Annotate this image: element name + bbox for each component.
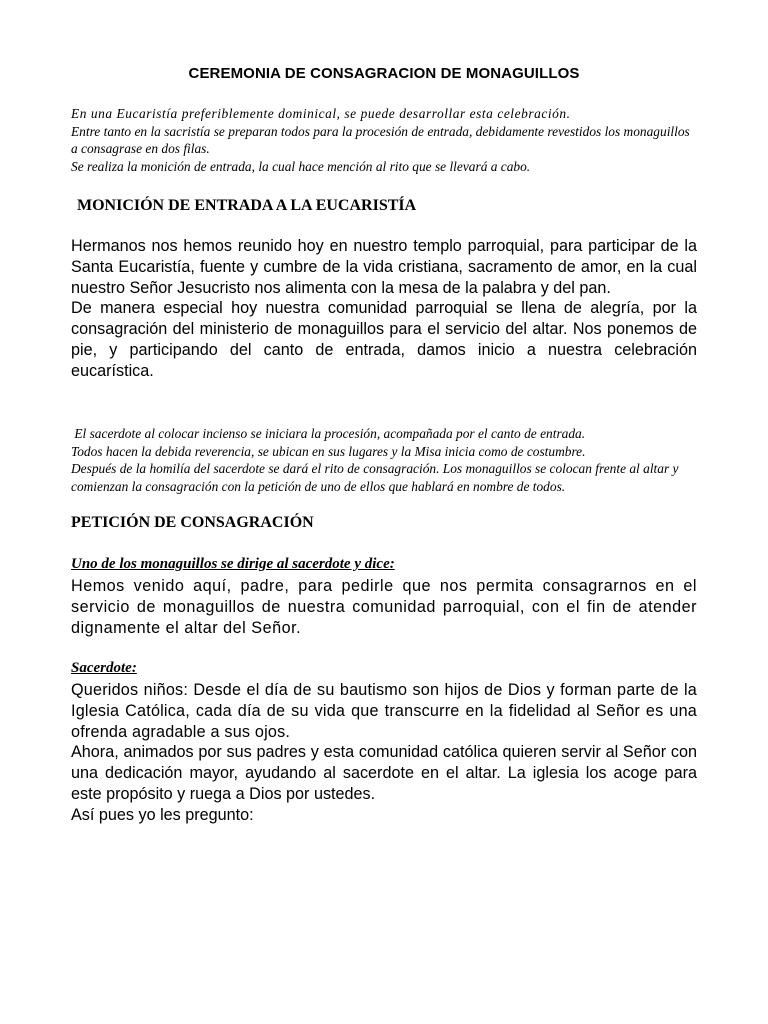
monicion-text [71,236,697,382]
sacerdote-text [71,680,697,826]
section-heading-peticion: PETICIÓN DE CONSAGRACIÓN [71,514,314,531]
rubric-line: El sacerdote al colocar incienso se iniciara la procesión, acompañada por el canto de entrada. [71,426,586,441]
rubric-line: Después de la homilía del sacerdote se dará el rito de consagración. Los monaguillos se colocan frente al altar y comienzan la consagración con la petición de uno de ellos que hablará en nombre de todos. [71,461,679,495]
sacerdote-paragraph: Queridos niños: Desde el día de su bautismo son hijos de Dios y forman parte de la Iglesia Católica, cada día de su vida que transcurre en la fidelidad al Señor es una ofrenda agradable a sus ojos. [71,681,697,741]
monaguillo-text [71,576,697,638]
monaguillo-speaker-label: Uno de los monaguillos se dirige al sacerdote y dice: [71,556,395,572]
sacerdote-paragraph: Así pues yo les pregunto: [71,805,254,824]
document-title: CEREMONIA DE CONSAGRACION DE MONAGUILLOS [188,65,580,82]
sacerdote-paragraph: Ahora, animados por sus padres y esta comunidad católica quieren servir al Señor con una dedicación mayor, ayudando al sacerdote en el altar. La iglesia los acoge para este propósito y ruega a Dios por ustedes. [71,743,697,803]
rubric-line: En una Eucaristía preferiblemente dominical, se puede desarrollar esta celebración. [71,106,571,121]
sacerdote-speaker-label: Sacerdote: [71,660,137,676]
intro-rubric [71,105,697,176]
section-heading-monicion: MONICIÓN DE ENTRADA A LA EUCARISTÍA [77,197,417,214]
monicion-paragraph: Hermanos nos hemos reunido hoy en nuestro templo parroquial, para participar de la Santa Eucaristía, fuente y cumbre de la vida cristiana, sacramento de amor, en la cual nuestro Señor Jesucristo nos alimenta con la mesa de la palabra y del pan. [71,237,697,297]
rubric-line: Todos hacen la debida reverencia, se ubican en sus lugares y la Misa inicia como de costumbre. [71,443,586,459]
procession-rubric [71,425,697,496]
rubric-line: Se realiza la monición de entrada, la cual hace mención al rito que se llevará a cabo. [71,159,531,175]
monaguillo-paragraph: Hemos venido aquí, padre, para pedirle que nos permita consagrarnos en el servicio de monaguillos de nuestra comunidad parroquial, con el fin de atender dignamente el altar del Señor. [71,577,697,637]
monicion-paragraph: De manera especial hoy nuestra comunidad parroquial se llena de alegría, por la consagración del ministerio de monaguillos para el servicio del altar. Nos ponemos de pie, y participando del canto de entrada, damos inicio a nuestra celebración eucarística. [71,299,697,380]
rubric-line: Entre tanto en la sacristía se preparan todos para la procesión de entrada, debidamente revestidos los monaguillos a consagrase en dos filas. [71,123,690,157]
